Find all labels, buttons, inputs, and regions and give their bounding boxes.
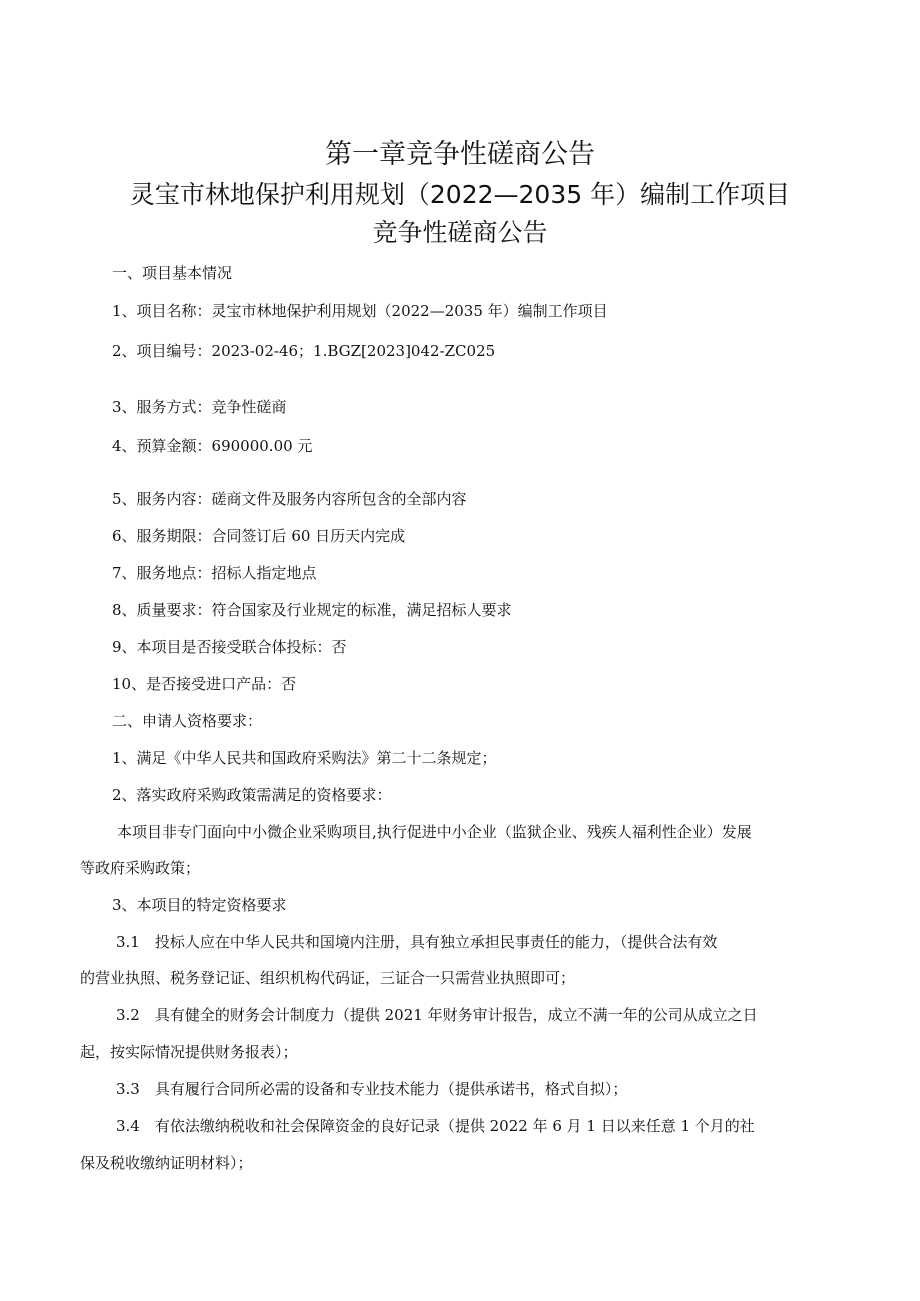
item-quality-requirement: 8、质量要求：符合国家及行业规定的标准，满足招标人要求: [112, 601, 512, 619]
requirement-3-2-line-1: 3.2 具有健全的财务会计制度力（提供 2021 年财务审计报告，成立不满一年的公司从成立之日: [116, 1006, 758, 1024]
policy-paragraph-line-1: 本项目非专门面向中小微企业采购项目,执行促进中小企业（监狱企业、残疾人福利性企业）发展: [117, 823, 752, 841]
item-consortium-bid: 9、本项目是否接受联合体投标：否: [112, 638, 347, 656]
announcement-title: 竞争性磋商公告: [372, 218, 548, 247]
item-project-number: 2、项目编号：2023-02-46；1.BGZ[2023]042-ZC025: [112, 342, 496, 360]
requirement-3-1-line-1: 3.1 投标人应在中华人民共和国境内注册，具有独立承担民事责任的能力，（提供合法有效: [116, 933, 718, 951]
requirement-3-2-line-2: 起，按实际情况提供财务报表）；: [80, 1043, 298, 1061]
policy-paragraph-line-2: 等政府采购政策；: [80, 859, 201, 877]
project-title: 灵宝市林地保护利用规划（2022—2035 年）编制工作项目: [129, 180, 791, 209]
item-service-content: 5、服务内容：磋商文件及服务内容所包含的全部内容: [112, 490, 467, 508]
item-service-period: 6、服务期限：合同签订后 60 日历天内完成: [112, 527, 406, 545]
requirement-3-4-line-1: 3.4 有依法缴纳税收和社会保障资金的良好记录（提供 2022 年 6 月 1 日以来任意 1 个月的社: [116, 1117, 755, 1135]
qualification-3: 3、本项目的特定资格要求: [112, 896, 287, 914]
chapter-heading: 第一章竞争性磋商公告: [325, 139, 595, 170]
requirement-3-1-line-2: 的营业执照、税务登记证、组织机构代码证，三证合一只需营业执照即可；: [80, 969, 576, 987]
item-budget: 4、预算金额：690000.00 元: [112, 437, 313, 455]
section-heading-qualifications: 二、申请人资格要求：: [112, 712, 263, 730]
qualification-2: 2、落实政府采购政策需满足的资格要求：: [112, 786, 392, 804]
section-heading-basic-info: 一、项目基本情况: [112, 264, 233, 282]
item-service-method: 3、服务方式：竞争性磋商: [112, 398, 287, 416]
requirement-3-3: 3.3 具有履行合同所必需的设备和专业技术能力（提供承诺书，格式自拟）；: [116, 1080, 628, 1098]
item-imported-products: 10、是否接受进口产品：否: [112, 675, 297, 693]
item-service-location: 7、服务地点：招标人指定地点: [112, 564, 317, 582]
requirement-3-4-line-2: 保及税收缴纳证明材料）；: [80, 1154, 253, 1172]
item-project-name: 1、项目名称：灵宝市林地保护利用规划（2022—2035 年）编制工作项目: [112, 302, 608, 320]
qualification-1: 1、满足《中华人民共和国政府采购法》第二十二条规定；: [112, 749, 497, 767]
